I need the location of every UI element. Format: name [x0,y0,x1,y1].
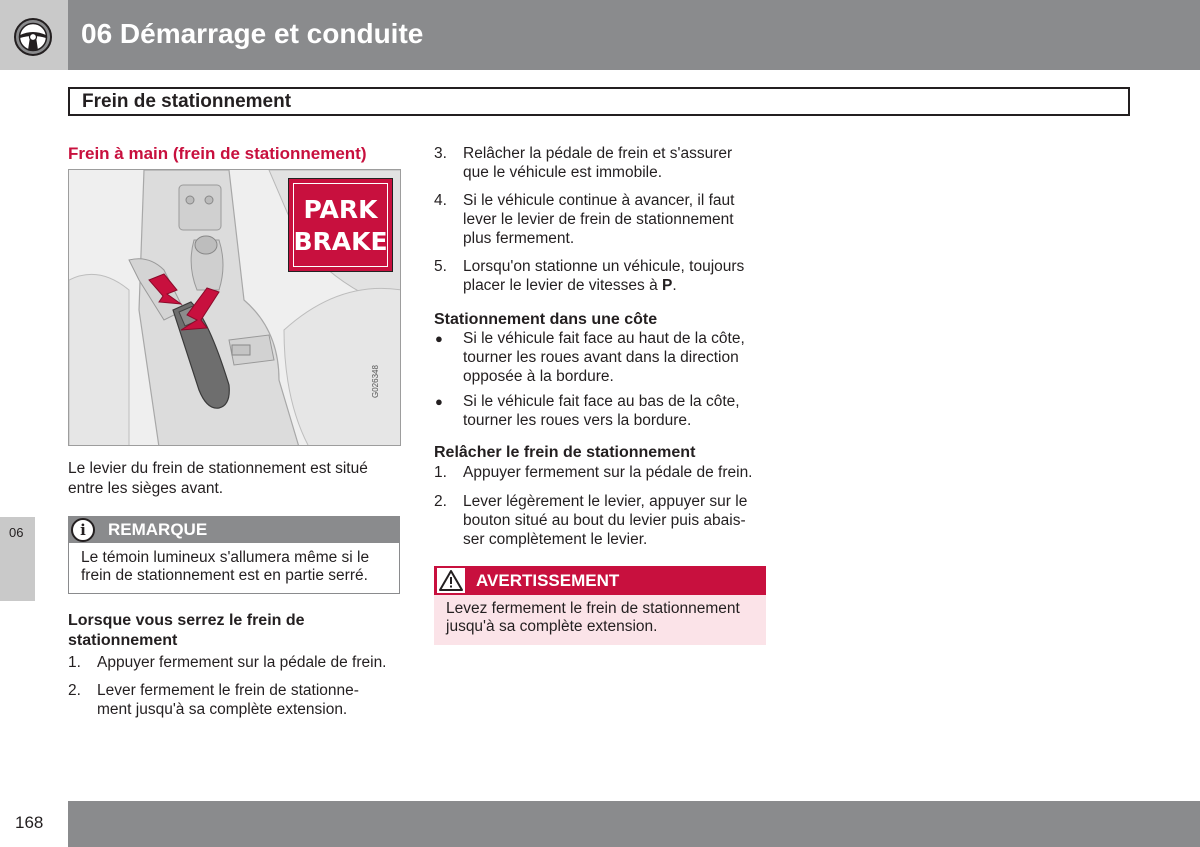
note-title: REMARQUE [108,520,208,539]
step-3-number: 3. [434,145,447,162]
handbrake-heading: Frein à main (frein de stationnement) [68,144,367,163]
slope-bullet-2-dot: ● [435,394,443,409]
apply-heading-line-2: stationnement [68,632,178,649]
info-icon: i [71,518,95,542]
warning-header [434,566,766,595]
step-4-line-2: lever le levier de frein de stationnement [463,211,734,228]
release-step-2-line-2: bouton situé au bout du levier puis abais- [463,512,746,529]
section-title: Frein de stationnement [82,91,292,112]
park-sign-line-2: BRAKE [293,227,388,256]
chapter-side-tab [0,517,35,601]
step-3-line-1: Relâcher la pédale de frein et s'assurer [463,145,733,162]
apply-step-1-number: 1. [68,654,81,671]
apply-step-2-number: 2. [68,682,81,699]
warning-line-1: Levez fermement le frein de stationnement [446,600,740,617]
step-5-line-1: Lorsqu'on stationne un véhicule, toujours [463,258,745,275]
release-step-2-number: 2. [434,493,447,510]
caption-line-1: Le levier du frein de stationnement est situé [68,460,368,477]
illustration-code: G026348 [371,365,380,398]
note-header [68,516,400,543]
warning-title: AVERTISSEMENT [476,571,620,590]
park-sign-line-1: PARK [303,195,378,224]
note-body [68,543,400,594]
slope-heading: Stationnement dans une côte [434,311,658,328]
footer-band [68,801,1200,847]
steering-wheel-icon [13,17,53,57]
header-corner [0,0,68,70]
page-number: 168 [15,813,44,832]
apply-heading-line-1: Lorsque vous serrez le frein de [68,612,305,629]
step-4-number: 4. [434,192,447,209]
caption-line-2: entre les sièges avant. [68,480,224,497]
step-5-number: 5. [434,258,447,275]
step-4-line-3: plus fermement. [463,230,575,247]
release-step-1-line-1: Appuyer fermement sur la pédale de frein. [463,464,753,481]
step-3-line-2: que le véhicule est immobile. [463,164,663,181]
apply-step-1-line-1: Appuyer fermement sur la pédale de frein. [97,654,387,671]
park-brake-warning-sign [288,178,393,272]
step-5-line-2 [463,276,677,296]
gear-p-label: P [662,277,673,294]
release-step-2-line-3: ser complètement le levier. [463,531,648,548]
warning-triangle-icon [437,568,465,593]
slope-bullet-1-line-2: tourner les roues avant dans la direction [463,349,739,366]
chapter-title: 06 Démarrage et conduite [81,18,424,49]
apply-step-2-line-1: Lever fermement le frein de stationne- [97,682,359,699]
slope-bullet-2-line-2: tourner les roues vers la bordure. [463,412,692,429]
release-step-2-line-1: Lever légèrement le levier, appuyer sur le [463,493,748,510]
note-line-2: frein de stationnement est en partie serré. [81,567,368,584]
step-5-line-2-text: placer le levier de vitesses à [463,277,663,294]
section-title-box [68,87,1130,116]
slope-bullet-1-dot: ● [435,331,443,346]
note-line-1: Le témoin lumineux s'allumera même si le [81,549,370,566]
handbrake-illustration [68,169,401,446]
step-4-line-1: Si le véhicule continue à avancer, il faut [463,192,735,209]
release-heading: Relâcher le frein de stationnement [434,444,696,461]
warning-body [434,595,766,645]
slope-bullet-1-line-1: Si le véhicule fait face au haut de la côte, [463,330,745,347]
side-tab-label: 06 [9,525,24,540]
step-5-line-2-end: . [672,277,677,294]
warning-line-2: jusqu'à sa complète extension. [446,618,658,635]
slope-bullet-1-line-3: opposée à la bordure. [463,368,614,385]
apply-step-2-line-2: ment jusqu'à sa complète extension. [97,701,348,718]
slope-bullet-2-line-1: Si le véhicule fait face au bas de la côte, [463,393,740,410]
release-step-1-number: 1. [434,464,447,481]
